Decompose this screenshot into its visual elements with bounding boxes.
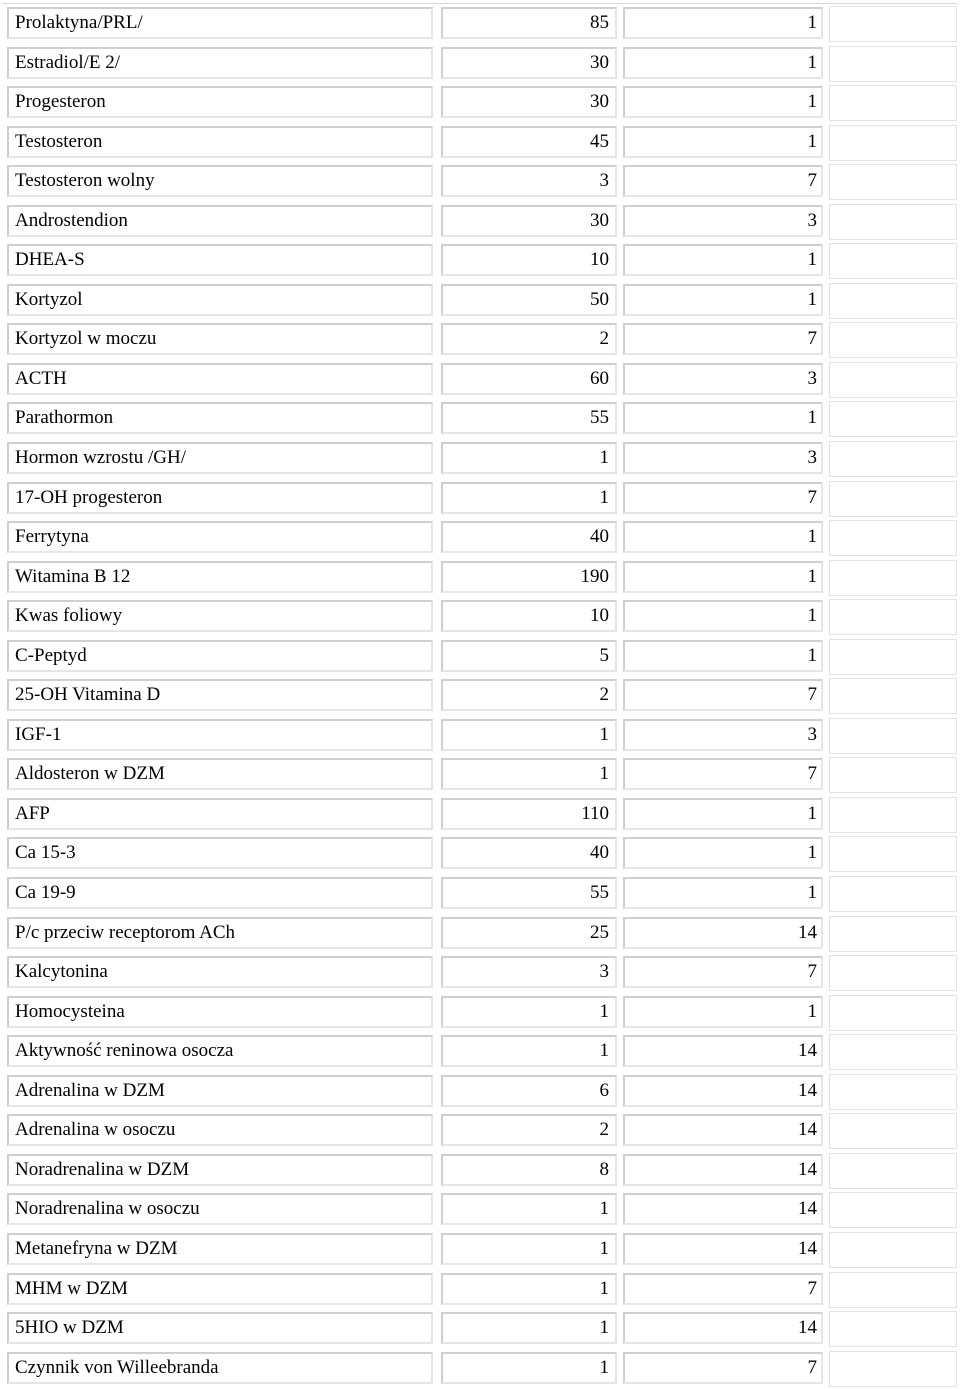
empty-cell [829, 797, 957, 833]
table-row [3, 479, 957, 519]
empty-cell [829, 560, 957, 596]
test-name-cell: Homocysteina [7, 996, 433, 1028]
table-row [3, 755, 957, 795]
value-cell-2: 1 [623, 798, 823, 830]
table-row [3, 834, 957, 874]
empty-cell [829, 6, 957, 42]
value-cell-1: 2 [441, 1114, 617, 1146]
test-price-table [3, 3, 957, 1387]
value-cell-1: 2 [441, 323, 617, 355]
table-row [3, 162, 957, 202]
value-cell-2: 14 [623, 1233, 823, 1265]
test-name-cell: Ferrytyna [7, 521, 433, 553]
test-name-cell: IGF-1 [7, 719, 433, 751]
test-name-cell: Testosteron wolny [7, 165, 433, 197]
value-cell-2: 1 [623, 561, 823, 593]
value-cell-1: 55 [441, 877, 617, 909]
test-name-cell: Ca 19-9 [7, 877, 433, 909]
value-cell-2: 1 [623, 244, 823, 276]
value-cell-2: 7 [623, 679, 823, 711]
value-cell-1: 1 [441, 442, 617, 474]
value-cell-1: 1 [441, 1193, 617, 1225]
test-name-cell: P/c przeciw receptorom ACh [7, 917, 433, 949]
empty-cell [829, 1311, 957, 1347]
empty-cell [829, 1113, 957, 1149]
value-cell-1: 30 [441, 47, 617, 79]
table-row [3, 1190, 957, 1230]
value-cell-2: 7 [623, 758, 823, 790]
test-name-cell: Noradrenalina w osoczu [7, 1193, 433, 1225]
test-name-cell: Noradrenalina w DZM [7, 1154, 433, 1186]
empty-cell [829, 1232, 957, 1268]
value-cell-1: 1 [441, 758, 617, 790]
value-cell-2: 3 [623, 442, 823, 474]
value-cell-1: 40 [441, 837, 617, 869]
value-cell-2: 1 [623, 86, 823, 118]
table-row [3, 439, 957, 479]
table-row [3, 1072, 957, 1112]
value-cell-2: 1 [623, 837, 823, 869]
table-row [3, 914, 957, 954]
test-name-cell: 25-OH Vitamina D [7, 679, 433, 711]
value-cell-1: 45 [441, 126, 617, 158]
value-cell-2: 14 [623, 1312, 823, 1344]
value-cell-2: 1 [623, 7, 823, 39]
empty-cell [829, 1192, 957, 1228]
empty-cell [829, 836, 957, 872]
empty-cell [829, 1074, 957, 1110]
value-cell-1: 1 [441, 719, 617, 751]
table-row [3, 597, 957, 637]
test-name-cell: Estradiol/E 2/ [7, 47, 433, 79]
empty-cell [829, 718, 957, 754]
value-cell-2: 1 [623, 521, 823, 553]
table-row [3, 44, 957, 84]
value-cell-2: 3 [623, 363, 823, 395]
test-name-cell: Kwas foliowy [7, 600, 433, 632]
value-cell-1: 1 [441, 1273, 617, 1305]
empty-cell [829, 322, 957, 358]
value-cell-2: 14 [623, 1075, 823, 1107]
table-row [3, 1151, 957, 1191]
table-row [3, 281, 957, 321]
value-cell-2: 1 [623, 996, 823, 1028]
empty-cell [829, 46, 957, 82]
empty-cell [829, 85, 957, 121]
test-name-cell: Metanefryna w DZM [7, 1233, 433, 1265]
value-cell-2: 7 [623, 482, 823, 514]
value-cell-2: 1 [623, 877, 823, 909]
value-cell-1: 30 [441, 205, 617, 237]
value-cell-1: 1 [441, 1035, 617, 1067]
empty-cell [829, 876, 957, 912]
table-row [3, 360, 957, 400]
value-cell-1: 8 [441, 1154, 617, 1186]
table-row [3, 518, 957, 558]
table-row [3, 83, 957, 123]
test-name-cell: Prolaktyna/PRL/ [7, 7, 433, 39]
value-cell-1: 30 [441, 86, 617, 118]
table-row [3, 1309, 957, 1349]
value-cell-2: 3 [623, 719, 823, 751]
value-cell-1: 50 [441, 284, 617, 316]
empty-cell [829, 441, 957, 477]
table-row [3, 716, 957, 756]
test-name-cell: 17-OH progesteron [7, 482, 433, 514]
table-row [3, 1349, 957, 1389]
value-cell-2: 1 [623, 47, 823, 79]
value-cell-2: 1 [623, 402, 823, 434]
test-name-cell: Progesteron [7, 86, 433, 118]
test-name-cell: Adrenalina w osoczu [7, 1114, 433, 1146]
table-row [3, 558, 957, 598]
value-cell-1: 25 [441, 917, 617, 949]
value-cell-2: 7 [623, 1273, 823, 1305]
value-cell-2: 14 [623, 1035, 823, 1067]
table-row [3, 320, 957, 360]
value-cell-1: 2 [441, 679, 617, 711]
empty-cell [829, 481, 957, 517]
table-row [3, 637, 957, 677]
table-row [3, 241, 957, 281]
test-name-cell: Adrenalina w DZM [7, 1075, 433, 1107]
value-cell-2: 7 [623, 1352, 823, 1384]
empty-cell [829, 283, 957, 319]
test-name-cell: Testosteron [7, 126, 433, 158]
table-row [3, 202, 957, 242]
empty-cell [829, 757, 957, 793]
test-name-cell: Kortyzol w moczu [7, 323, 433, 355]
value-cell-1: 10 [441, 600, 617, 632]
empty-cell [829, 164, 957, 200]
table-row [3, 123, 957, 163]
test-name-cell: Witamina B 12 [7, 561, 433, 593]
value-cell-1: 110 [441, 798, 617, 830]
value-cell-1: 3 [441, 165, 617, 197]
value-cell-1: 55 [441, 402, 617, 434]
value-cell-2: 14 [623, 1193, 823, 1225]
value-cell-1: 5 [441, 640, 617, 672]
test-name-cell: DHEA-S [7, 244, 433, 276]
value-cell-2: 7 [623, 165, 823, 197]
empty-cell [829, 639, 957, 675]
value-cell-2: 1 [623, 640, 823, 672]
empty-cell [829, 125, 957, 161]
empty-cell [829, 362, 957, 398]
test-name-cell: Aktywność reninowa osocza [7, 1035, 433, 1067]
table-row [3, 4, 957, 44]
value-cell-1: 190 [441, 561, 617, 593]
value-cell-2: 7 [623, 323, 823, 355]
empty-cell [829, 204, 957, 240]
value-cell-1: 1 [441, 482, 617, 514]
value-cell-2: 14 [623, 1114, 823, 1146]
table-row [3, 795, 957, 835]
value-cell-1: 1 [441, 1352, 617, 1384]
value-cell-1: 1 [441, 1233, 617, 1265]
empty-cell [829, 1153, 957, 1189]
empty-cell [829, 599, 957, 635]
test-name-cell: Androstendion [7, 205, 433, 237]
value-cell-1: 85 [441, 7, 617, 39]
table-row [3, 1111, 957, 1151]
value-cell-1: 1 [441, 996, 617, 1028]
value-cell-2: 14 [623, 917, 823, 949]
value-cell-1: 10 [441, 244, 617, 276]
value-cell-1: 60 [441, 363, 617, 395]
table-row [3, 953, 957, 993]
value-cell-1: 1 [441, 1312, 617, 1344]
table-row [3, 874, 957, 914]
test-name-cell: C-Peptyd [7, 640, 433, 672]
value-cell-2: 7 [623, 956, 823, 988]
test-name-cell: Hormon wzrostu /GH/ [7, 442, 433, 474]
empty-cell [829, 1351, 957, 1387]
value-cell-2: 14 [623, 1154, 823, 1186]
test-name-cell: ACTH [7, 363, 433, 395]
value-cell-1: 40 [441, 521, 617, 553]
value-cell-1: 6 [441, 1075, 617, 1107]
table-row [3, 1230, 957, 1270]
empty-cell [829, 916, 957, 952]
test-name-cell: AFP [7, 798, 433, 830]
test-name-cell: 5HIO w DZM [7, 1312, 433, 1344]
table-row [3, 676, 957, 716]
empty-cell [829, 401, 957, 437]
empty-cell [829, 1034, 957, 1070]
test-name-cell: Parathormon [7, 402, 433, 434]
empty-cell [829, 520, 957, 556]
table-row [3, 1032, 957, 1072]
table-row [3, 399, 957, 439]
value-cell-2: 1 [623, 126, 823, 158]
empty-cell [829, 678, 957, 714]
test-name-cell: Kalcytonina [7, 956, 433, 988]
test-name-cell: Aldosteron w DZM [7, 758, 433, 790]
test-name-cell: Czynnik von Willeebranda [7, 1352, 433, 1384]
table-row [3, 1270, 957, 1310]
value-cell-1: 3 [441, 956, 617, 988]
empty-cell [829, 955, 957, 991]
value-cell-2: 3 [623, 205, 823, 237]
value-cell-2: 1 [623, 284, 823, 316]
value-cell-2: 1 [623, 600, 823, 632]
test-name-cell: Kortyzol [7, 284, 433, 316]
empty-cell [829, 243, 957, 279]
empty-cell [829, 995, 957, 1031]
table-row [3, 993, 957, 1033]
empty-cell [829, 1272, 957, 1308]
test-name-cell: Ca 15-3 [7, 837, 433, 869]
test-name-cell: MHM w DZM [7, 1273, 433, 1305]
